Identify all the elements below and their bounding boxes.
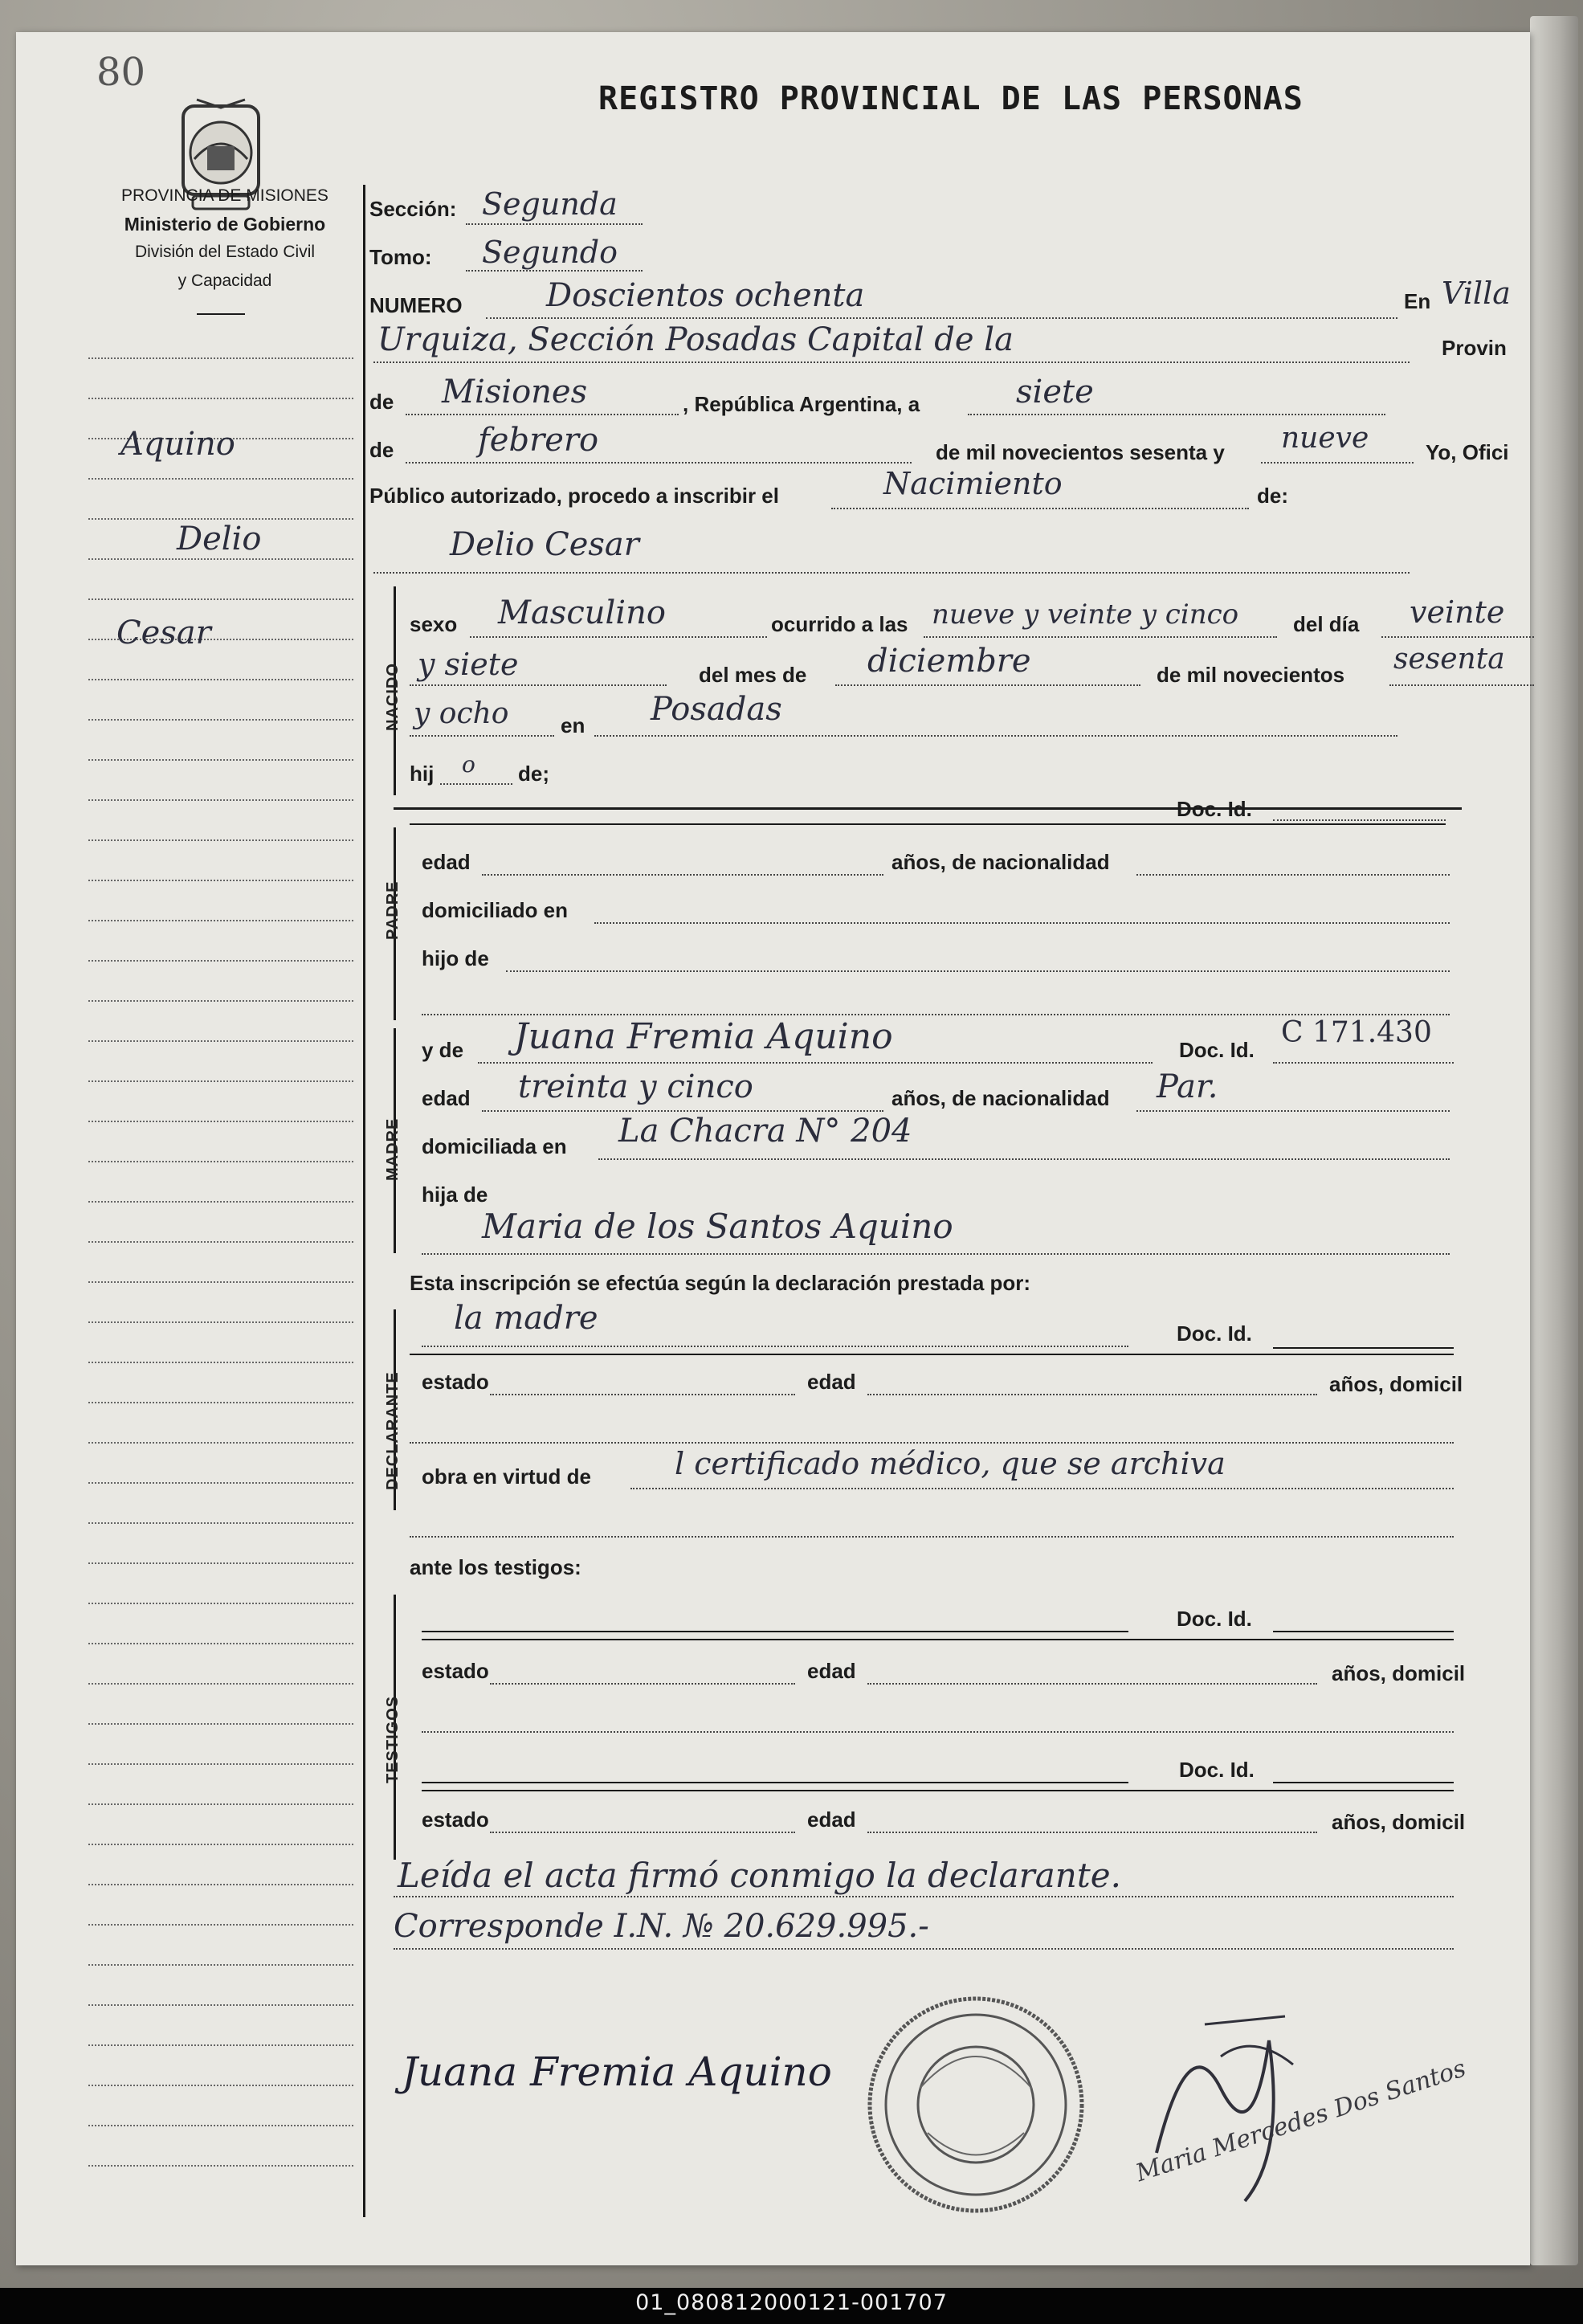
label-padre-edad: edad	[422, 850, 471, 874]
label-hij: hij	[410, 762, 435, 786]
label-tomo: Tomo:	[369, 245, 432, 269]
sidebar-name-1: Delio	[177, 521, 262, 558]
section-padre: PADRE	[384, 880, 402, 940]
label-de-2: de	[369, 438, 394, 462]
label-publico: Público autorizado, procedo a inscribir el	[369, 484, 779, 508]
label-madre-doc: Doc. Id.	[1179, 1038, 1255, 1062]
label-testigo-2-domic: años, domicil	[1332, 1810, 1466, 1834]
label-obra: obra en virtud de	[422, 1464, 591, 1489]
division-label-1: División del Estado Civil	[134, 243, 316, 261]
label-ocurrido: ocurrido a las	[771, 612, 908, 636]
label-provin: Provin	[1442, 336, 1507, 360]
section-declarante: DECLARANTE	[384, 1371, 402, 1490]
label-declarante-doc: Doc. Id.	[1177, 1321, 1252, 1346]
label-en: En	[1404, 289, 1431, 313]
field-anio-nac-1: sesenta	[1393, 643, 1505, 676]
label-testigo-2-estado: estado	[422, 1807, 489, 1832]
field-sexo: Masculino	[498, 594, 666, 631]
field-mes-nac: diciembre	[867, 643, 1031, 680]
field-madre-edad: treinta y cinco	[518, 1068, 753, 1105]
label-testigos: ante los testigos:	[410, 1555, 581, 1579]
label-seccion: Sección:	[369, 197, 457, 221]
label-testigo-1-edad: edad	[807, 1659, 856, 1683]
label-de-colon: de:	[1257, 484, 1288, 508]
field-lugar-nac: Posadas	[651, 691, 782, 728]
label-testigo-1-doc: Doc. Id.	[1177, 1607, 1252, 1631]
field-dia-nac-1: veinte	[1410, 594, 1505, 630]
label-mil-novecientos: de mil novecientos	[1157, 663, 1345, 687]
page-edge	[1530, 16, 1578, 2265]
field-hij-suffix: o	[462, 751, 475, 778]
field-numero: Doscientos ochenta	[546, 277, 865, 314]
field-tomo: Segundo	[482, 235, 618, 270]
field-tipo: Nacimiento	[883, 466, 1063, 501]
label-madre-edad: edad	[422, 1086, 471, 1110]
note-2: Corresponde I.N. № 20.629.995.-	[394, 1908, 929, 1945]
label-padre-nac: años, de nacionalidad	[891, 850, 1110, 874]
division-label-2: y Capacidad	[177, 272, 272, 290]
label-de-semicolon: de;	[518, 762, 549, 786]
label-del-mes: del mes de	[699, 663, 807, 687]
label-declarante-edad: edad	[807, 1370, 856, 1394]
label-inscripcion: Esta inscripción se efectúa según la declaración prestada por:	[410, 1271, 1031, 1295]
footer-id: 01_080812000121-001707	[635, 2290, 948, 2315]
divider	[197, 313, 245, 315]
label-en-lugar: en	[561, 713, 585, 737]
label-declarante-domic: años, domicil	[1329, 1372, 1463, 1396]
field-madre-padres: Maria de los Santos Aquino	[482, 1207, 953, 1246]
field-dia-acta: siete	[1016, 374, 1094, 410]
label-de-1: de	[369, 390, 394, 414]
label-del-dia: del día	[1293, 612, 1360, 636]
field-provincia: Misiones	[442, 374, 588, 410]
declarante-rule	[410, 1354, 1454, 1355]
margin-rule	[363, 185, 365, 2217]
label-padre-hijo: hijo de	[422, 946, 489, 970]
folio-number: 80	[96, 50, 146, 95]
field-en: Villa	[1442, 276, 1511, 311]
testigo-2-name-line	[422, 1782, 1128, 1783]
label-padre-doc: Doc. Id.	[1177, 797, 1252, 821]
note-1: Leída el acta firmó conmigo la declarante.	[398, 1856, 1121, 1895]
ministry-label: Ministerio de Gobierno	[124, 214, 326, 235]
label-testigo-2-edad: edad	[807, 1807, 856, 1832]
registry-stamp-icon	[863, 1992, 1088, 2217]
page-title: REGISTRO PROVINCIAL DE LAS PERSONAS	[598, 80, 1304, 117]
testigo-1-name-line	[422, 1631, 1128, 1632]
sidebar-surname: Aquino	[120, 426, 235, 463]
field-lugar: Urquiza, Sección Posadas Capital de la	[377, 321, 1014, 358]
label-testigo-2-doc: Doc. Id.	[1179, 1758, 1255, 1782]
label-testigo-1-domic: años, domicil	[1332, 1661, 1466, 1685]
field-declarante: la madre	[454, 1300, 598, 1337]
label-sexo: sexo	[410, 612, 458, 636]
field-seccion: Segunda	[482, 186, 618, 222]
label-yo-ofici: Yo, Ofici	[1426, 440, 1509, 464]
label-madre-hija: hija de	[422, 1182, 488, 1207]
padre-name-line	[410, 823, 1446, 825]
field-hora: nueve y veinte y cinco	[932, 598, 1239, 631]
section-madre: MADRE	[384, 1117, 402, 1181]
label-madre-dom: domiciliada en	[422, 1134, 567, 1158]
label-mil-sesenta: de mil novecientos sesenta y	[936, 440, 1225, 464]
register-page	[16, 32, 1530, 2265]
province-label: PROVINCIA DE MISIONES	[121, 186, 328, 205]
official-name: Maria Mercedes Dos Santos	[1132, 2054, 1470, 2188]
field-anio-nac-2: y ocho	[414, 697, 509, 730]
field-obra: l certificado médico, que se archiva	[675, 1446, 1226, 1481]
label-republica: , República Argentina, a	[683, 392, 920, 416]
field-nombre: Delio Cesar	[450, 526, 639, 563]
field-madre-doc: C 171.430	[1281, 1016, 1432, 1049]
field-madre-nac: Par.	[1157, 1068, 1218, 1105]
section-nacido: NACIDO	[384, 663, 402, 731]
field-madre-nombre: Juana Fremia Aquino	[514, 1016, 893, 1057]
label-madre-nac: años, de nacionalidad	[891, 1086, 1110, 1110]
declarante-signature: Juana Fremia Aquino	[402, 2048, 832, 2095]
label-padre-dom: domiciliado en	[422, 898, 569, 922]
field-mes-acta: febrero	[478, 422, 599, 459]
label-declarante-estado: estado	[422, 1370, 489, 1394]
field-dia-nac-2: y siete	[418, 647, 519, 682]
label-numero: NUMERO	[369, 293, 463, 317]
label-y-de: y de	[422, 1038, 464, 1062]
sidebar-name-2: Cesar	[116, 615, 211, 651]
label-testigo-1-estado: estado	[422, 1659, 489, 1683]
field-anio-acta: nueve	[1281, 422, 1369, 455]
padre-top-rule	[394, 807, 1462, 810]
field-madre-dom: La Chacra N° 204	[618, 1113, 912, 1150]
section-testigos: TESTIGOS	[384, 1695, 402, 1783]
